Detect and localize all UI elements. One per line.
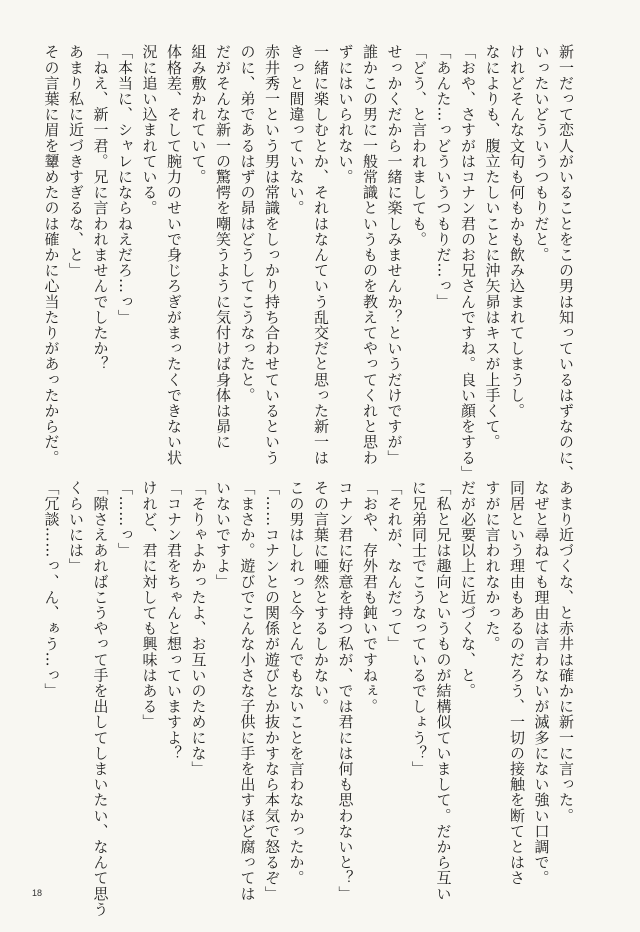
text-line: 「私と兄は趣向というものが結構似ていまして。だから互い	[434, 480, 453, 902]
page-number: 18	[32, 888, 43, 898]
text-line: あまり私に近づきすぎるな、と」	[67, 44, 85, 278]
text-line: この男はしれっと今とんでもないことを言わなかったか。	[287, 480, 306, 886]
text-line: のに、弟であるはずの昴はどうしてこうなったと。	[238, 44, 257, 403]
text-line: その言葉に眉を顰めたのは確かに心当たりがあったからだ。	[42, 44, 61, 466]
text-line: 「コナン君をちゃんと想っていますよ？	[165, 480, 183, 761]
text-line: コナン君に好意を持つ私が、では君には何も思わないと？」	[336, 480, 355, 902]
upper-text-block	[0, 44, 578, 481]
text-line: くらいには」	[67, 480, 85, 574]
text-line: 況に追い込まれている。	[140, 44, 159, 216]
text-line: 「どう、と言われましても。	[410, 44, 428, 247]
text-line: 「おや、さすがはコナン君のお兄さんですね。良い顔をする」	[459, 44, 477, 481]
text-line: 「あんた…っどういうつもりだ…っ」	[434, 44, 453, 310]
text-line: だが必要以上に近づくな、と。	[459, 480, 477, 699]
text-line: きっと間違っていない。	[287, 44, 306, 216]
text-line: あまり近づくな、と赤井は確かに新一に言った。	[557, 480, 575, 824]
text-line: なぜと尋ねても理由は言わないが滅多にない強い口調で。	[532, 480, 551, 886]
text-line: なによりも、腹立たしいことに沖矢昴はキスが上手くて。	[483, 44, 502, 450]
text-line: ずにはいられない。	[336, 44, 355, 185]
text-line: 同居という理由もあるのだろう、一切の接触を断てとはさ	[508, 480, 526, 886]
text-line: 赤井秀一という男は常識をしっかり持ち合わせているという	[263, 44, 281, 466]
text-line: 「本当に、シャレにならねえだろ…っ」	[116, 44, 134, 325]
text-line: 体格差、そして腕力のせいで身じろぎがまったくできない状	[165, 44, 183, 466]
text-line: 誰かこの男に一般常識というものを教えてやってくれと思わ	[361, 44, 379, 466]
text-line: 「まさか。遊びでこんな小さな子供に手を出すほど腐っては	[238, 480, 257, 902]
text-line: 「……っ」	[116, 480, 134, 558]
text-line: いったいどういうつもりだと。	[532, 44, 551, 263]
text-line: 一緒に楽しむとか、それはなんていう乱交だと思った新一は	[312, 44, 330, 466]
text-line: 「……コナンとの関係が遊びとか抜かすなら本気で怒るぞ」	[263, 480, 281, 902]
text-line: せっかくだから一緒に楽しみませんか？というだけですが」	[385, 44, 404, 466]
text-line: その言葉に唖然とするしかない。	[312, 480, 330, 714]
text-line: 「冗談……っ、ん、ぁう…っ」	[42, 480, 61, 699]
text-line: 「そりゃよかったよ、お互いのためにな」	[189, 480, 208, 777]
text-line: けれど、君に対しても興味はある」	[140, 480, 159, 730]
text-line: 「ねえ、新一君。兄に言われませんでしたか？	[91, 44, 110, 372]
text-line: 組み敷かれていて。	[189, 44, 208, 185]
text-line: 「それが、なんだって」	[385, 480, 404, 652]
text-line: 「おや、存外君も鈍いですねぇ。	[361, 480, 379, 714]
text-line: すがに言われなかった。	[483, 480, 502, 652]
text-line: 新一だって恋人がいることをこの男は知っているはずなのに、	[557, 44, 575, 481]
text-line: けれどそんな文句も何もかも飲み込まれてしまうし。	[508, 44, 526, 419]
text-line: に兄弟同士でこうなっているでしょう？」	[410, 480, 428, 777]
text-line: いないですよ」	[214, 480, 232, 590]
text-line: 「隙さえあればこうやって手を出してしまいたい、なんて思う	[91, 480, 110, 917]
text-line: だがそんな新一の驚愕を嘲笑うように気付けば身体は昴に	[214, 44, 232, 450]
